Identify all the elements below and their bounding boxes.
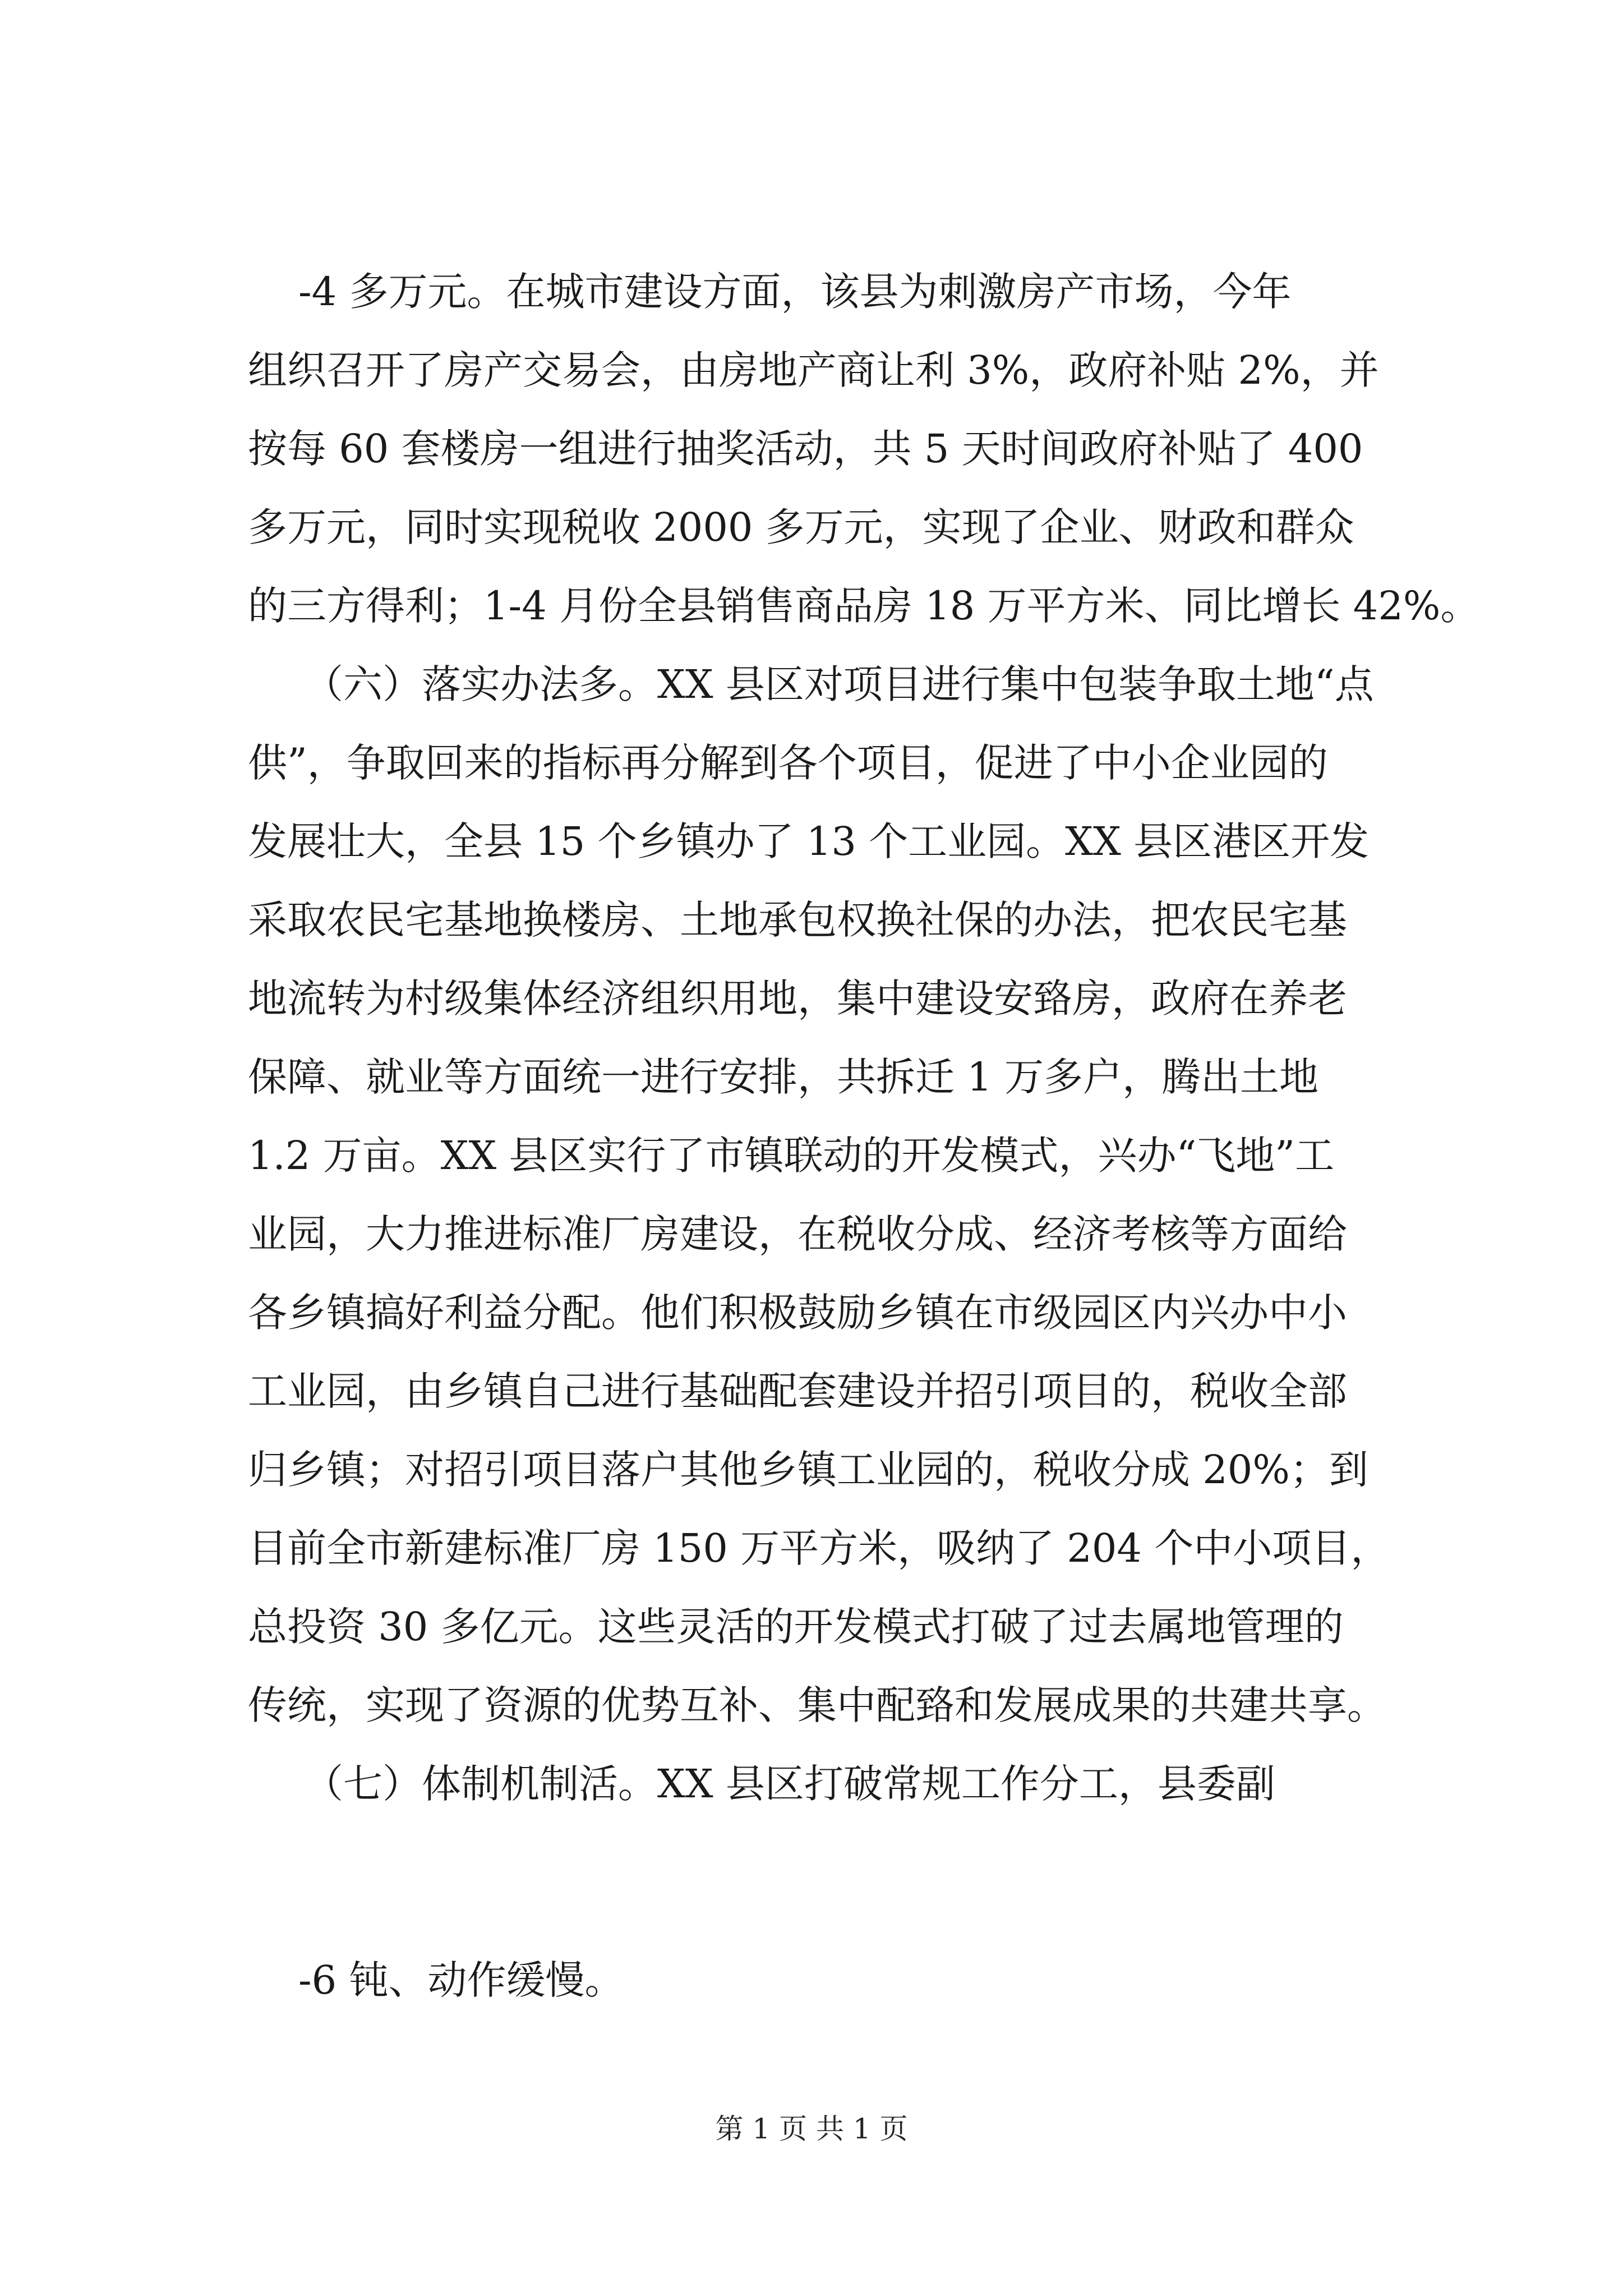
trailing-fragment: -6 钝、动作缓慢。	[298, 1957, 624, 2003]
text-line: （七）体制机制活。XX 县区打破常规工作分工，县委副	[304, 1761, 1275, 1807]
text-line: 发展壮大，全县 15 个乡镇办了 13 个工业园。XX 县区港区开发	[248, 818, 1370, 864]
text-line: （六）落实办法多。XX 县区对项目进行集中包装争取土地“点	[304, 661, 1374, 707]
text-line: 组织召开了房产交易会，由房地产商让利 3%，政府补贴 2%，并	[248, 347, 1379, 393]
text-line: 工业园，由乡镇自己进行基础配套建设并招引项目的，税收全部	[248, 1368, 1347, 1414]
text-line: 1.2 万亩。XX 县区实行了市镇联动的开发模式，兴办“飞地”工	[248, 1133, 1335, 1179]
text-line: 保障、就业等方面统一进行安排，共拆迁 1 万多户，腾出土地	[248, 1054, 1319, 1100]
text-line: 按每 60 套楼房一组进行抽奖活动，共 5 天时间政府补贴了 400	[248, 426, 1363, 472]
text-line: 各乡镇搞好利益分配。他们积极鼓励乡镇在市级园区内兴办中小	[248, 1290, 1347, 1336]
text-line: -4 多万元。在城市建设方面，该县为刺激房产市场，今年	[298, 269, 1292, 315]
page-number-label: 第 1 页 共 1 页	[715, 2113, 908, 2145]
text-line: 归乡镇；对招引项目落户其他乡镇工业园的，税收分成 20%；到	[248, 1447, 1368, 1493]
text-line: 业园，大力推进标准厂房建设，在税收分成、经济考核等方面给	[248, 1211, 1347, 1257]
text-line: 采取农民宅基地换楼房、土地承包权换社保的办法，把农民宅基	[248, 897, 1347, 943]
text-line: 地流转为村级集体经济组织用地，集中建设安臵房，政府在养老	[248, 976, 1347, 1022]
text-line: 的三方得利；1-4 月份全县销售商品房 18 万平方米、同比增长 42%。	[248, 583, 1480, 629]
text-line: 目前全市新建标准厂房 150 万平方米，吸纳了 204 个中小项目，	[248, 1525, 1390, 1571]
page-footer	[0, 2109, 1623, 2148]
text-line: 多万元，同时实现税收 2000 多万元，实现了企业、财政和群众	[248, 504, 1354, 550]
text-line: 总投资 30 多亿元。这些灵活的开发模式打破了过去属地管理的	[248, 1604, 1344, 1650]
text-line: 传统，实现了资源的优势互补、集中配臵和发展成果的共建共享。	[248, 1682, 1386, 1728]
body-text	[248, 252, 1480, 1823]
text-line: 供”，争取回来的指标再分解到各个项目，促进了中小企业园的	[248, 740, 1328, 786]
